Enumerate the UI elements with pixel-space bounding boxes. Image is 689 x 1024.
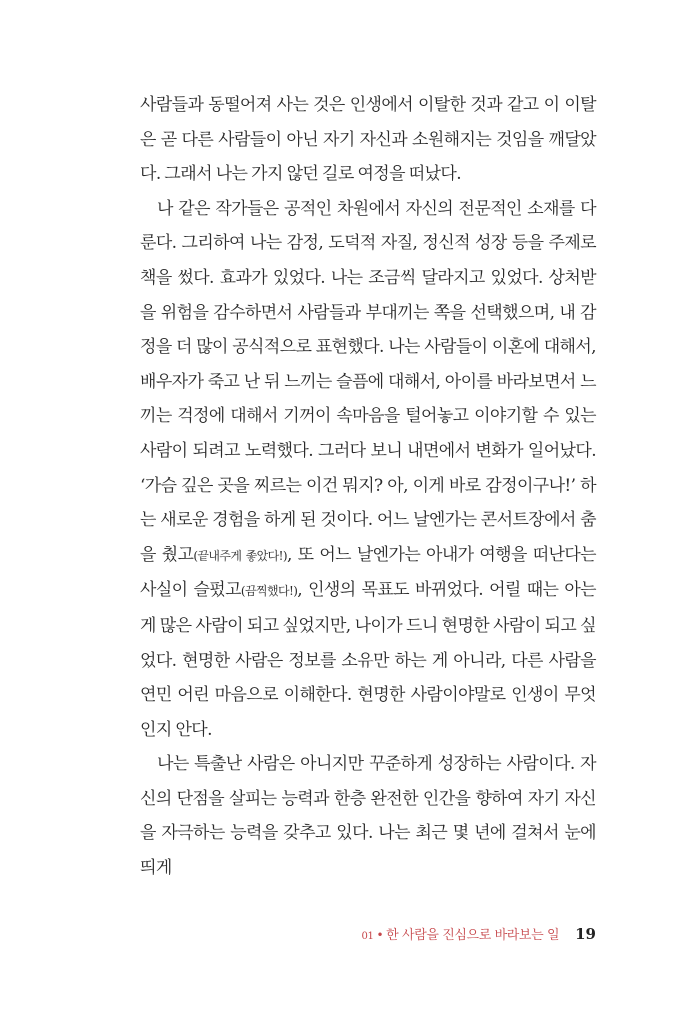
paragraph-2-part-b: , 또 어느 날엔가는 아내가 여행을 떠난다는 사실이 슬펐고 [140,544,596,601]
aside-note-1: (끝내주게 좋았다!) [193,548,287,563]
body-text [140,88,596,886]
page-number: 19 [575,925,596,943]
chapter-title: 한 사람을 진심으로 바라보는 일 [386,928,560,943]
paragraph-1: 사람들과 동떨어져 사는 것은 인생에서 이탈한 것과 같고 이 이탈은 곧 다른 사람들이 아닌 자기 자신과 소원해지는 것임을 깨달았다. 그래서 나는 가지 않던 길로 여정을 떠났다. [140,95,596,185]
aside-note-2: (끔찍했다!) [240,584,298,599]
bullet-icon: • [376,928,384,942]
running-chapter-title [362,924,560,943]
paragraph-2-part-c: , 인생의 목표도 바뀌었다. 어릴 때는 아는 게 많은 사람이 되고 싶었지만, 나이가 드니 현명한 사람이 되고 싶었다. 현명한 사람은 정보를 소유만 하는 게 아니라, 다른 사람을 연민 어린 마음으로 이해한다. 현명한 사람이야말로 인생이 무엇인지 안다. [140,580,596,740]
paragraph-2-part-a: 나 같은 작가들은 공적인 차원에서 자신의 전문적인 소재를 다룬다. 그리하여 나는 감정, 도덕적 자질, 정신적 성장 등을 주제로 책을 썼다. 효과가 있었다. 나는 조금씩 달라지고 있었다. 상처받을 위험을 감수하면서 사람들과 부대끼는 쪽을 선택했으며, 내 감정을 더 많이 공식적으로 표현했다. 나는 사람들이 이혼에 대해서, 배우자가 죽고 난 뒤 느끼는 슬픔에 대해서, 아이를 바라보면서 느끼는 걱정에 대해서 기꺼이 속마음을 털어놓고 이야기할 수 있는 사람이 되려고 노력했다. 그러다 보니 내면에서 변화가 일어났다. ‘가슴 깊은 곳을 찌르는 이건 뭐지? 아, 이게 바로 감정이구나!’ 하는 새로운 경험을 하게 된 것이다. 어느 날엔가는 콘서트장에서 춤을 췄고 [140,198,596,565]
paragraph-2 [140,192,596,748]
paragraph-3: 나는 특출난 사람은 아니지만 꾸준하게 성장하는 사람이다. 자신의 단점을 살피는 능력과 한층 완전한 인간을 향하여 자기 자신을 자극하는 능력을 갖추고 있다. 나는 최근 몇 년에 걸쳐서 눈에 띄게 [140,754,596,879]
page-footer [362,924,596,948]
chapter-number: 01 [361,931,374,942]
